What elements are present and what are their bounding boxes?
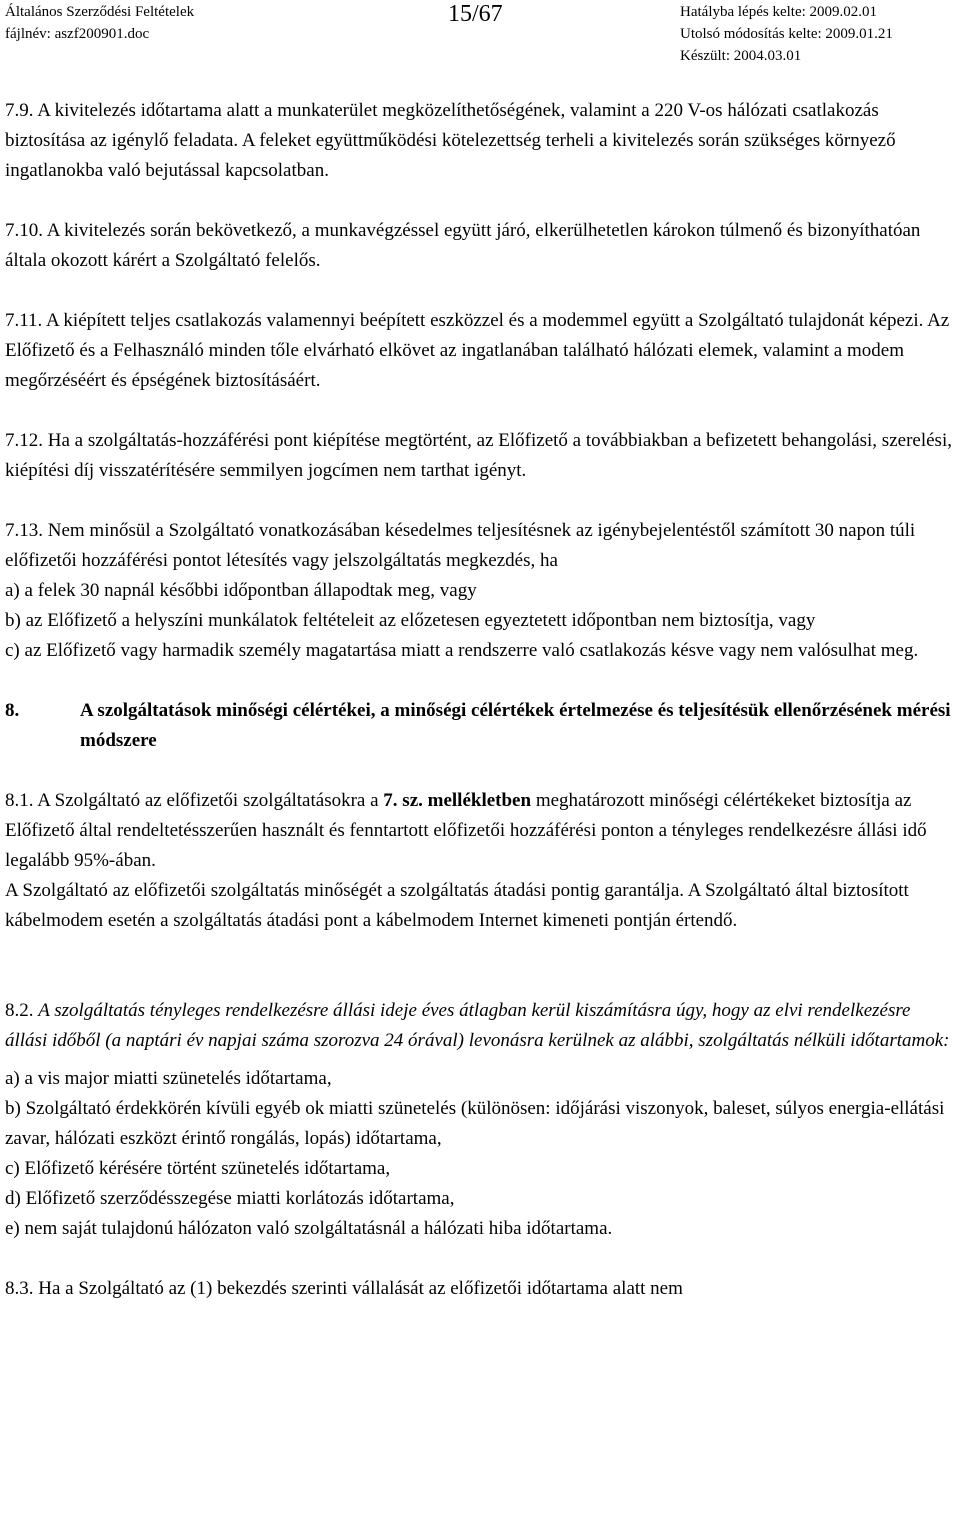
list-item: a) a vis major miatti szünetelés időtartama,	[5, 1068, 332, 1089]
page-number: 15/67	[448, 1, 503, 27]
paragraph-8-2	[5, 996, 955, 1056]
list-item: b) az Előfizető a helyszíni munkálatok feltételeit az előzetesen egyeztetett időpontban nem biztosítja, vagy	[5, 610, 816, 631]
bold-run: mellékletben	[427, 790, 532, 811]
page-header	[0, 0, 960, 72]
paragraph-8-3: 8.3. Ha a Szolgáltató az (1) bekezdés szerinti vállalását az előfizetői időtartama alatt nem	[5, 1278, 683, 1299]
paragraph-8-1-continued: A Szolgáltató az előfizetői szolgáltatás minőségét a szolgáltatás átadási pontig garantálja. A Szolgáltató által biztosított kábelmodem esetén a szolgáltatás átadási pont a kábelmodem Internet kimeneti pontján értendő.	[5, 880, 909, 931]
list-item: d) Előfizető szerződésszegése miatti korlátozás időtartama,	[5, 1188, 455, 1209]
paragraph-7-9: 7.9. A kivitelezés időtartama alatt a munkaterület megközelíthetőségének, valamint a 220 V-os hálózati csatlakozás biztosítása az igénylő feladata. A feleket együttműködési kötelezettség terheli a kivitelezés során szükséges környező ingatlanokba való bejutással kapcsolatban.	[5, 100, 896, 181]
modified-date: Utolsó módosítás kelte: 2009.01.21	[680, 26, 893, 42]
document-body	[5, 96, 955, 1304]
paragraph-7-11: 7.11. A kiépített teljes csatlakozás valamennyi beépített eszközzel és a modemmel együtt a Szolgáltató tulajdonát képezi. Az Előfizető és a Felhasználó minden tőle elvárható elkövet az ingatlanában található hálózati elemek, valamint a modem megőrzéséért és épségének biztosításáért.	[5, 310, 950, 391]
section-number: 8.	[5, 700, 20, 721]
created-date: Készült: 2004.03.01	[680, 48, 802, 64]
paragraph-8-1	[5, 786, 955, 876]
list-item: c) az Előfizető vagy harmadik személy magatartása miatt a rendszerre való csatlakozás késve vagy nem valósulhat meg.	[5, 640, 919, 661]
effective-date: Hatályba lépés kelte: 2009.02.01	[680, 4, 878, 20]
text-run: meghatározott minőségi célértékeket biztosítja az Előfizető által rendeltetésszerűen használt és fenntartott előfizetői hozzáférési ponton a tényleges rendelkezésre állási idő legalább 95%-ában.	[5, 790, 927, 871]
section-heading	[5, 696, 955, 756]
paragraph-7-10: 7.10. A kivitelezés során bekövetkező, a munkavégzéssel együtt járó, elkerülhetetlen károkon túlmenő és bizonyíthatóan általa okozott kárért a Szolgáltató felelős.	[5, 220, 921, 271]
document-title: Általános Szerződési Feltételek	[5, 4, 195, 20]
paragraph-number: 8.2.	[5, 1000, 39, 1021]
list-item: b) Szolgáltató érdekkörén kívüli egyéb ok miatti szünetelés (különösen: időjárási viszonyok, baleset, súlyos energia-ellátási zavar, hálózati eszközt érintő rongálás, lopás) időtartama,	[5, 1098, 945, 1149]
bold-run: 7. sz.	[383, 790, 423, 811]
list-item: a) a felek 30 napnál későbbi időpontban állapodtak meg, vagy	[5, 580, 477, 601]
italic-run: A szolgáltatás tényleges rendelkezésre állási ideje éves átlagban kerül kiszámításra úgy, hogy az elvi rendelkezésre állási időből (a naptári év napjai száma szorozva 24 órával) levonásra kerülnek az alábbi, szolgáltatás nélküli időtartamok:	[5, 1000, 950, 1051]
paragraph-7-13: 7.13. Nem minősül a Szolgáltató vonatkozásában késedelmes teljesítésnek az igénybejelentéstől számított 30 napon túli előfizetői hozzáférési pontot létesítés vagy jelszolgáltatás megkezdés, ha	[5, 520, 916, 571]
list-item: c) Előfizető kérésére történt szünetelés időtartama,	[5, 1158, 391, 1179]
text-run: 8.1. A Szolgáltató az előfizetői szolgáltatásokra a	[5, 790, 384, 811]
list-item: e) nem saját tulajdonú hálózaton való szolgáltatásnál a hálózati hiba időtartama.	[5, 1218, 613, 1239]
paragraph-7-12: 7.12. Ha a szolgáltatás-hozzáférési pont kiépítése megtörtént, az Előfizető a továbbiakban a befizetett behangolási, szerelési, kiépítési díj visszatérítésére semmilyen jogcímen nem tarthat igényt.	[5, 430, 952, 481]
filename: fájlnév: aszf200901.doc	[5, 26, 150, 42]
section-title: A szolgáltatások minőségi célértékei, a minőségi célértékek értelmezése és teljesítésük ellenőrzésének mérési módszere	[80, 700, 951, 751]
